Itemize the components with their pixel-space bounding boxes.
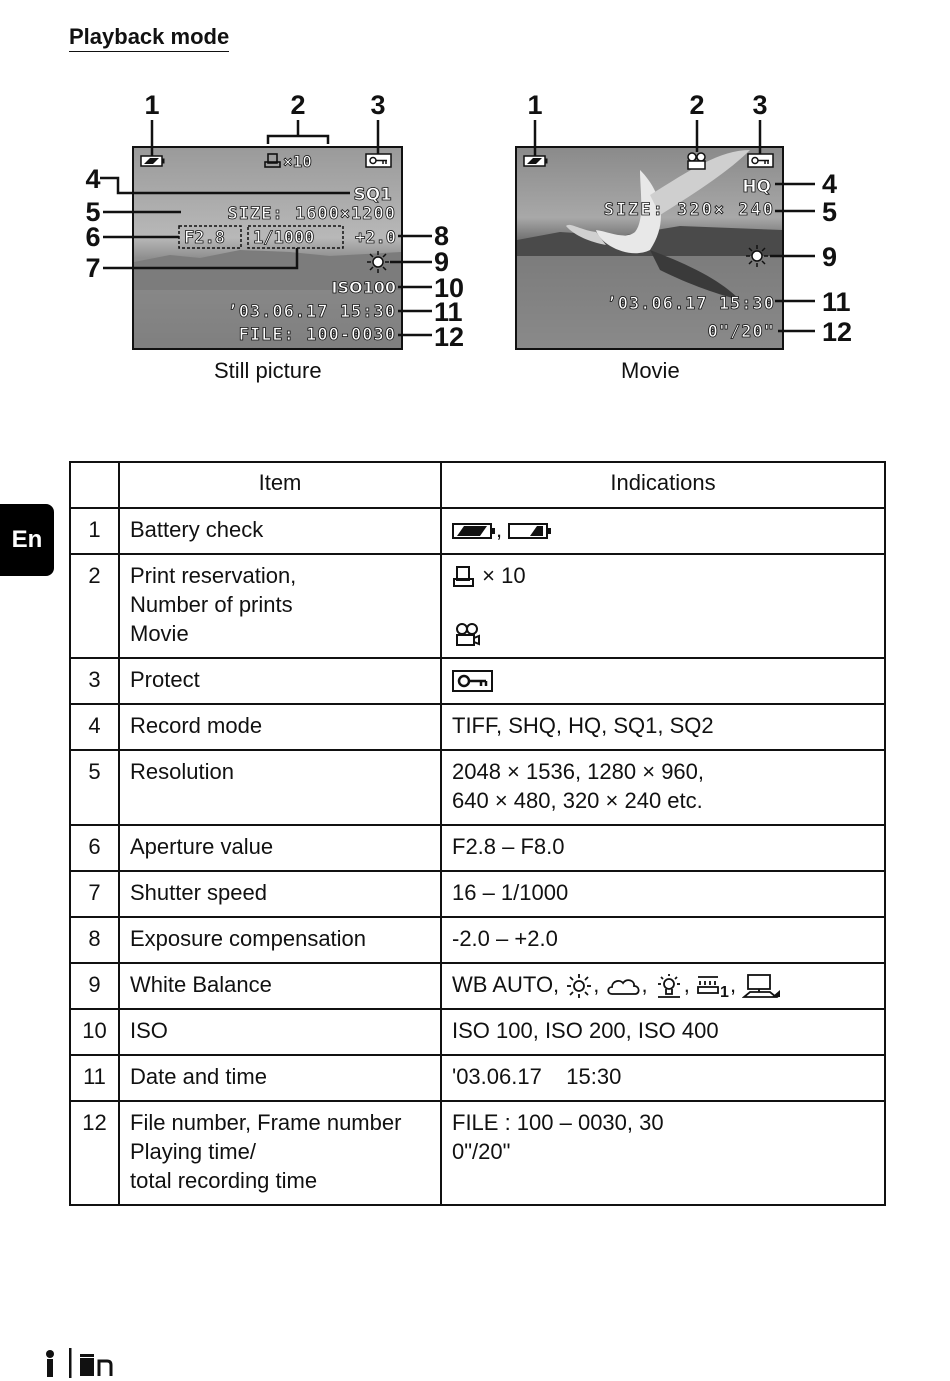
still-callout-10: 10 <box>434 273 465 303</box>
row-item: Battery check <box>119 508 441 554</box>
iso-text: ISO100 <box>331 278 396 297</box>
monitor-white-balance-icon <box>742 973 782 999</box>
sun-icon <box>367 251 389 273</box>
table-header-item: Item <box>119 462 441 508</box>
indications-table <box>69 461 886 1206</box>
table-header-number <box>70 462 119 508</box>
row-number: 3 <box>70 658 119 704</box>
movie-size-text: SIZE: 320× 240 <box>603 200 775 220</box>
row-number: 1 <box>70 508 119 554</box>
row-indications: F2.8 – F8.0 <box>441 825 885 871</box>
exposure-text: +2.0 <box>355 228 396 248</box>
row-indications: -2.0 – +2.0 <box>441 917 885 963</box>
table-row <box>70 963 885 1009</box>
row-item: Record mode <box>119 704 441 750</box>
table-row <box>70 750 885 825</box>
row-indications: , <box>441 508 885 554</box>
table-row <box>70 704 885 750</box>
still-callout-4: 4 <box>85 164 101 194</box>
row-number: 11 <box>70 1055 119 1101</box>
still-callout-7: 7 <box>85 253 101 283</box>
still-callout-9: 9 <box>434 247 450 277</box>
movie-callout-2: 2 <box>689 90 705 120</box>
table-row <box>70 871 885 917</box>
tungsten-light-icon <box>654 973 684 999</box>
movie-screen <box>516 90 852 349</box>
print-reservation-icon <box>452 565 476 589</box>
movie-callout-1: 1 <box>527 90 543 120</box>
movie-callout-11: 11 <box>822 287 851 317</box>
row-indications: ISO 100, ISO 200, ISO 400 <box>441 1009 885 1055</box>
playing-time-text: 0"/20" <box>707 322 775 342</box>
movie-datetime-text: ’03.06.17 15:30 <box>606 294 775 314</box>
movie-callout-3: 3 <box>752 90 768 120</box>
sun-icon <box>746 245 768 267</box>
cloudy-icon <box>606 974 642 998</box>
still-callout-1: 1 <box>144 90 160 120</box>
print-count-text: ×10 <box>283 152 312 171</box>
battery-full-icon <box>452 521 496 541</box>
row-indications: 2048 × 1536, 1280 × 960, 640 × 480, 320 × 240 etc. <box>441 750 885 825</box>
row-item: Protect <box>119 658 441 704</box>
row-indications <box>441 658 885 704</box>
fluorescent-light-icon <box>696 973 730 999</box>
row-item: File number, Frame number Playing time/ total recording time <box>119 1101 441 1205</box>
row-item: Aperture value <box>119 825 441 871</box>
page-mark-icon <box>44 1348 124 1378</box>
row-indications: '03.06.17 15:30 <box>441 1055 885 1101</box>
still-callout-5: 5 <box>85 197 101 227</box>
still-record-mode-text: SQ1 <box>353 185 392 205</box>
still-callout-11: 11 <box>434 297 463 327</box>
row-indications: × 10 <box>441 554 885 658</box>
row-number: 5 <box>70 750 119 825</box>
row-indications: WB AUTO, , , , 1 , <box>441 963 885 1009</box>
still-size-text: SIZE: 1600×1200 <box>227 204 396 224</box>
still-callout-3: 3 <box>370 90 386 120</box>
row-number: 6 <box>70 825 119 871</box>
row-number: 7 <box>70 871 119 917</box>
movie-record-mode-text: HQ <box>742 177 771 197</box>
row-number: 8 <box>70 917 119 963</box>
table-row <box>70 554 885 658</box>
figures-diagram <box>0 0 950 400</box>
table-row <box>70 917 885 963</box>
still-callout-12: 12 <box>434 322 465 352</box>
row-indications: 16 – 1/1000 <box>441 871 885 917</box>
battery-low-icon <box>508 521 552 541</box>
table-header-row <box>70 462 885 508</box>
battery-icon <box>524 156 548 166</box>
row-number: 2 <box>70 554 119 658</box>
movie-caption: Movie <box>621 358 680 383</box>
table-row <box>70 508 885 554</box>
table-row <box>70 1009 885 1055</box>
section-title: Playback mode <box>69 24 229 52</box>
still-callout-2: 2 <box>290 90 306 120</box>
movie-callout-5: 5 <box>822 197 838 227</box>
row-item: ISO <box>119 1009 441 1055</box>
aperture-text: F2.8 <box>184 228 225 248</box>
row-item: Exposure compensation <box>119 917 441 963</box>
still-datetime-text: ’03.06.17 15:30 <box>227 302 396 322</box>
protect-icon <box>748 154 773 167</box>
shutter-speed-text: 1/1000 <box>253 228 315 248</box>
row-indications: FILE : 100 – 0030, 30 0"/20" <box>441 1101 885 1205</box>
row-item: Date and time <box>119 1055 441 1101</box>
movie-callout-12: 12 <box>822 317 853 347</box>
still-picture-caption: Still picture <box>214 358 322 383</box>
row-number: 10 <box>70 1009 119 1055</box>
row-number: 12 <box>70 1101 119 1205</box>
language-tab: En <box>0 504 54 576</box>
sunny-icon <box>565 973 593 999</box>
row-item: Shutter speed <box>119 871 441 917</box>
file-text: FILE: 100-0030 <box>238 325 396 345</box>
table-row <box>70 825 885 871</box>
table-header-indications: Indications <box>441 462 885 508</box>
row-number: 4 <box>70 704 119 750</box>
row-number: 9 <box>70 963 119 1009</box>
row-item: White Balance <box>119 963 441 1009</box>
movie-callout-4: 4 <box>822 169 838 199</box>
protect-icon <box>366 154 391 167</box>
svg-text:1: 1 <box>720 984 729 1000</box>
row-indications: TIFF, SHQ, HQ, SQ1, SQ2 <box>441 704 885 750</box>
battery-icon <box>141 156 165 166</box>
protect-key-icon <box>452 669 494 693</box>
movie-icon <box>452 622 482 648</box>
movie-callout-9: 9 <box>822 242 838 272</box>
row-item: Print reservation, Number of prints Movie <box>119 554 441 658</box>
table-row <box>70 1101 885 1205</box>
still-callout-8: 8 <box>434 221 450 251</box>
row-item: Resolution <box>119 750 441 825</box>
table-row <box>70 658 885 704</box>
still-picture-screen <box>85 90 464 352</box>
still-callout-6: 6 <box>85 222 101 252</box>
table-row <box>70 1055 885 1101</box>
